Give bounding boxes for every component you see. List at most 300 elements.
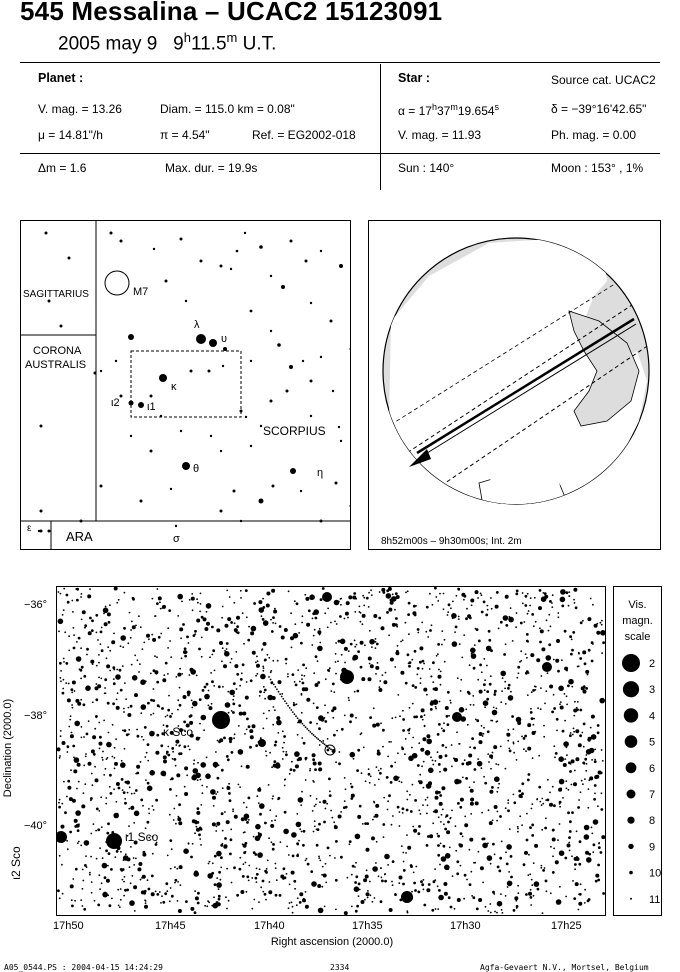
field-star: [165, 716, 167, 718]
field-star: [80, 845, 82, 847]
field-star: [340, 639, 346, 645]
field-star: [291, 761, 293, 763]
field-star: [233, 602, 235, 604]
field-star: [382, 674, 384, 676]
field-star: [262, 618, 265, 621]
label-ara: ARA: [66, 529, 93, 544]
field-star: [67, 698, 71, 702]
field-star: [525, 750, 527, 752]
field-star: [397, 694, 399, 696]
field-star: [111, 898, 113, 900]
field-star: [155, 891, 157, 893]
field-star: [388, 608, 392, 612]
field-star: [368, 768, 370, 770]
field-star: [371, 646, 373, 648]
field-star: [364, 899, 366, 901]
field-star: [272, 848, 275, 851]
field-star: [105, 606, 107, 608]
field-star: [525, 595, 528, 598]
field-star: [251, 908, 253, 910]
field-star: [537, 707, 539, 709]
field-star: [142, 805, 144, 807]
field-star: [285, 658, 288, 661]
field-star: [285, 753, 288, 756]
field-star: [521, 824, 523, 826]
field-star: [313, 781, 315, 783]
field-star: [584, 902, 586, 904]
field-star: [486, 699, 488, 701]
field-star: [78, 637, 81, 640]
field-star: [104, 876, 107, 879]
finder-star: [120, 395, 123, 398]
label-eta: η: [317, 467, 324, 479]
field-star: [130, 629, 132, 631]
field-star: [445, 706, 449, 710]
field-star: [147, 786, 153, 792]
field-star: [293, 704, 296, 707]
field-star: [167, 709, 170, 712]
field-star: [290, 768, 293, 771]
field-star: [511, 715, 514, 718]
field-star: [170, 868, 172, 870]
field-star: [419, 774, 421, 776]
field-star: [306, 698, 310, 702]
field-star: [373, 816, 375, 818]
footer-file: A05_0544.PS : 2004-04-15 14:24:29: [4, 963, 163, 972]
field-star: [443, 882, 447, 886]
field-star: [277, 798, 279, 800]
field-star: [437, 908, 439, 910]
field-star: [591, 833, 593, 835]
field-star: [564, 857, 567, 860]
field-star: [199, 827, 202, 830]
field-star: [344, 662, 346, 664]
field-star: [355, 910, 358, 913]
field-star: [463, 634, 465, 636]
field-star: [260, 674, 266, 680]
field-star: [270, 619, 272, 621]
field-star: [302, 682, 305, 685]
scale-title-1: Vis.: [628, 599, 647, 611]
field-star: [557, 670, 560, 673]
field-star: [223, 737, 226, 740]
field-star: [444, 661, 446, 663]
field-star: [417, 628, 420, 631]
field-star: [473, 667, 476, 670]
field-star: [189, 674, 191, 676]
field-star: [527, 747, 531, 751]
field-star: [200, 804, 202, 806]
field-star: [400, 641, 402, 643]
bright-star: [106, 833, 122, 849]
field-star: [116, 801, 118, 803]
field-star: [140, 879, 142, 881]
field-star: [378, 875, 380, 877]
field-star: [444, 639, 446, 641]
field-star: [192, 819, 196, 823]
field-star: [469, 883, 472, 886]
finder-star: [250, 445, 252, 447]
field-star: [492, 843, 495, 846]
field-star: [488, 761, 490, 763]
field-star: [301, 712, 303, 714]
field-star: [513, 752, 515, 754]
field-star: [529, 605, 531, 607]
field-star: [236, 673, 239, 676]
field-star: [329, 794, 332, 797]
field-star: [120, 635, 126, 641]
field-star: [413, 872, 415, 874]
field-star: [298, 840, 300, 842]
field-star: [74, 690, 76, 692]
field-star: [322, 866, 324, 868]
field-star: [568, 836, 571, 839]
field-star: [576, 707, 578, 709]
field-star: [575, 882, 579, 886]
field-star: [216, 851, 222, 857]
field-star: [174, 758, 177, 761]
field-star: [440, 821, 442, 823]
field-star: [601, 624, 603, 626]
field-star: [108, 852, 111, 855]
field-star: [115, 738, 117, 740]
field-star: [224, 651, 230, 657]
field-star: [129, 786, 131, 788]
field-star: [107, 646, 109, 648]
field-star: [147, 743, 150, 746]
field-star: [326, 803, 328, 805]
field-star: [132, 625, 136, 629]
field-star: [353, 592, 356, 595]
field-star: [63, 781, 65, 783]
field-star: [225, 896, 227, 898]
field-star: [508, 695, 514, 701]
field-star: [333, 821, 335, 823]
field-star: [402, 718, 405, 721]
field-star: [409, 794, 411, 796]
finder-star: [38, 530, 40, 532]
field-star: [191, 700, 193, 702]
field-star: [369, 663, 371, 665]
field-star: [156, 734, 159, 737]
field-star: [426, 606, 429, 609]
finder-star: [340, 440, 342, 442]
field-star: [334, 825, 336, 827]
field-star: [88, 631, 92, 635]
field-star: [563, 730, 565, 732]
field-star: [313, 703, 315, 705]
field-star: [362, 595, 364, 597]
field-star: [274, 709, 276, 711]
field-star: [340, 811, 342, 813]
field-star: [107, 865, 109, 867]
field-star: [85, 756, 87, 758]
field-star: [317, 884, 321, 888]
star-right-ascension: [398, 102, 499, 118]
field-star: [145, 902, 147, 904]
field-star: [566, 754, 568, 756]
field-star: [256, 656, 258, 658]
field-star: [419, 646, 423, 650]
field-star: [313, 672, 315, 674]
field-star: [157, 588, 159, 590]
field-star: [175, 879, 178, 882]
track-point: [287, 705, 289, 707]
track-point: [330, 748, 332, 750]
bright-star: [57, 831, 67, 843]
field-star: [177, 900, 179, 902]
field-star: [211, 872, 214, 875]
field-star: [332, 683, 335, 686]
field-star: [545, 690, 547, 692]
field-star: [62, 893, 64, 895]
field-star: [324, 704, 326, 706]
field-star: [435, 908, 437, 910]
field-star: [111, 640, 115, 644]
field-star: [259, 695, 261, 697]
field-star: [570, 732, 572, 734]
field-star: [552, 838, 556, 842]
field-star: [208, 705, 210, 707]
label-scorpius: SCORPIUS: [263, 424, 326, 438]
field-star: [330, 690, 332, 692]
field-star: [77, 702, 81, 706]
field-star: [299, 892, 303, 896]
field-star: [483, 733, 485, 735]
field-star: [412, 703, 414, 705]
field-star: [80, 899, 82, 901]
track-point: [292, 711, 294, 713]
field-star: [179, 687, 181, 689]
field-star: [403, 869, 406, 872]
field-star: [181, 657, 183, 659]
field-star: [109, 604, 111, 606]
label-australis: AUSTRALIS: [25, 359, 87, 371]
field-star: [335, 642, 337, 644]
field-star: [264, 689, 267, 692]
field-star: [258, 901, 260, 903]
field-star: [411, 891, 413, 893]
field-star: [307, 863, 310, 866]
field-star: [390, 658, 394, 662]
field-star: [599, 698, 605, 704]
field-star: [487, 730, 490, 733]
field-star: [238, 749, 244, 755]
field-star: [430, 708, 433, 711]
star-source-catalog: Source cat. UCAC2: [551, 73, 656, 87]
field-star: [128, 729, 130, 731]
finder-star: [300, 490, 302, 492]
field-star: [360, 641, 364, 645]
field-star: [555, 659, 559, 663]
field-star: [573, 897, 576, 900]
field-star: [531, 613, 534, 616]
field-star: [226, 590, 228, 592]
finder-star: [320, 250, 322, 252]
field-star: [220, 879, 222, 881]
field-star: [127, 713, 131, 717]
field-star: [336, 623, 338, 625]
field-star: [190, 907, 194, 911]
field-star: [132, 675, 138, 681]
field-star: [560, 589, 566, 595]
field-star: [357, 650, 360, 653]
field-star: [168, 609, 171, 612]
field-star: [262, 880, 265, 883]
field-star: [340, 856, 343, 859]
field-star: [400, 671, 404, 675]
field-star: [491, 720, 493, 722]
field-star: [402, 639, 404, 641]
field-star: [382, 729, 385, 732]
field-star: [122, 646, 124, 648]
field-star: [437, 885, 439, 887]
field-star: [447, 611, 449, 613]
field-star: [588, 898, 591, 901]
finder-star: [270, 330, 272, 332]
field-star: [570, 653, 573, 656]
field-star: [443, 722, 445, 724]
field-star: [149, 770, 155, 776]
field-star: [351, 786, 354, 789]
field-star: [369, 881, 371, 883]
field-star: [386, 611, 389, 614]
field-star: [186, 774, 188, 776]
field-star: [345, 612, 349, 616]
field-star: [266, 604, 270, 608]
field-star: [591, 641, 594, 644]
finder-star: [290, 240, 293, 243]
field-star: [446, 814, 449, 817]
field-star: [587, 617, 591, 621]
field-star: [383, 836, 385, 838]
field-star: [504, 688, 506, 690]
field-star: [406, 790, 408, 792]
field-star: [496, 820, 498, 822]
field-star: [364, 644, 366, 646]
field-star: [586, 754, 588, 756]
field-star: [347, 617, 349, 619]
field-star: [429, 782, 432, 785]
field-star: [552, 855, 554, 857]
field-star: [454, 631, 456, 633]
field-star: [221, 660, 223, 662]
field-star: [193, 763, 195, 765]
field-star: [390, 781, 393, 784]
field-star: [233, 737, 235, 739]
field-star: [68, 635, 70, 637]
field-star: [440, 671, 442, 673]
field-star: [233, 682, 236, 685]
header-mid-rule: [20, 153, 660, 154]
field-star: [456, 595, 458, 597]
field-star: [201, 715, 207, 721]
field-star: [320, 598, 323, 601]
field-star: [96, 858, 98, 860]
field-star: [256, 868, 258, 870]
track-point: [271, 681, 273, 683]
field-star: [150, 714, 152, 716]
field-star: [206, 603, 212, 609]
field-star: [586, 763, 588, 765]
field-star: [318, 715, 324, 721]
field-star: [266, 718, 268, 720]
field-star: [175, 740, 179, 744]
field-star: [402, 852, 404, 854]
field-star: [257, 852, 263, 858]
field-star: [101, 627, 103, 629]
field-star: [165, 882, 168, 885]
field-star: [263, 692, 265, 694]
field-star: [375, 641, 377, 643]
field-star: [301, 831, 303, 833]
field-star: [466, 879, 468, 881]
finder-star: [250, 360, 252, 362]
field-star: [82, 905, 84, 907]
field-star: [96, 808, 99, 811]
field-star: [547, 672, 549, 674]
field-star: [516, 677, 518, 679]
field-star: [73, 769, 77, 773]
field-star: [584, 758, 587, 761]
field-star: [94, 900, 96, 902]
field-star: [114, 587, 118, 591]
magnitude-drop: Δm = 1.6: [38, 161, 87, 175]
finder-star: [222, 365, 224, 367]
field-star: [105, 768, 107, 770]
field-star: [439, 771, 441, 773]
field-star: [468, 754, 472, 758]
field-star: [264, 660, 266, 662]
finder-chart-svg: [21, 221, 350, 549]
field-star: [423, 761, 425, 763]
field-star: [370, 589, 372, 591]
field-star: [212, 822, 216, 826]
field-star: [275, 741, 278, 744]
field-star: [324, 717, 326, 719]
field-star: [489, 683, 492, 686]
field-star: [216, 877, 218, 879]
field-star: [602, 892, 605, 895]
field-star: [197, 902, 200, 905]
field-star: [553, 707, 556, 710]
field-star: [413, 882, 416, 885]
field-star: [73, 647, 76, 650]
field-star: [394, 762, 396, 764]
field-star: [310, 795, 312, 797]
field-star: [169, 715, 172, 718]
field-star: [536, 658, 540, 662]
field-star: [473, 704, 475, 706]
field-star: [350, 714, 354, 718]
field-star: [213, 805, 215, 807]
finder-star: [260, 425, 262, 427]
field-star: [369, 716, 372, 719]
field-star: [478, 898, 482, 902]
field-star: [163, 674, 165, 676]
field-star: [198, 648, 201, 651]
track-point: [298, 719, 300, 721]
field-star: [377, 662, 379, 664]
field-star: [170, 656, 172, 658]
field-star: [87, 594, 91, 598]
field-star: [425, 750, 431, 756]
field-star: [151, 634, 153, 636]
field-star: [462, 836, 464, 838]
field-star: [303, 830, 306, 833]
field-star: [248, 626, 250, 628]
field-star: [122, 665, 124, 667]
